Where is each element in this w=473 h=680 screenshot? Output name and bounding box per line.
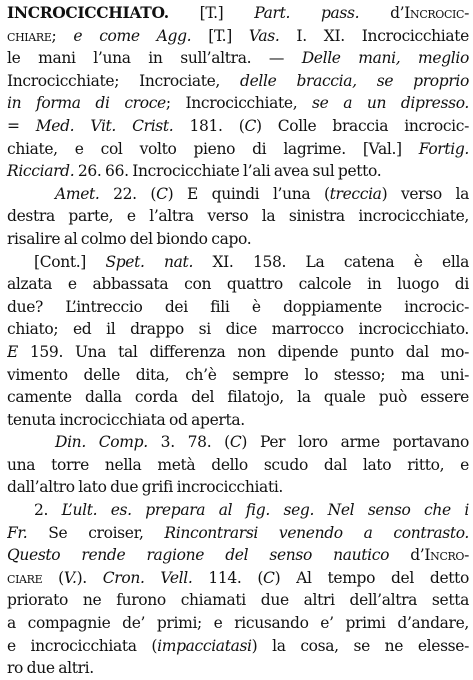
text-segment: le mani l’una in sull’altra. — bbox=[7, 49, 302, 68]
text-segment: 2. bbox=[34, 501, 62, 520]
text-line bbox=[7, 183, 469, 206]
text-segment: alzata e abbassata con quattro calcole in luogo di bbox=[7, 275, 469, 294]
text-segment: 26. 66. Incrocicchiate l’ali avea sul petto. bbox=[74, 162, 382, 181]
text-segment: ). bbox=[76, 568, 103, 587]
headword: INCROCICCHIATO. bbox=[7, 3, 169, 22]
text-segment: due? L’intreccio dei fili è doppiamente incrocic- bbox=[7, 297, 469, 316]
text-segment: ) Per loro arme portavano bbox=[241, 433, 469, 452]
smallcaps-text: ciare bbox=[7, 568, 43, 587]
text-line bbox=[7, 92, 469, 115]
text-segment: chiato; ed il drappo si dice marrocco incrocicchiato. bbox=[7, 320, 469, 339]
text-line bbox=[7, 251, 469, 274]
italic-text: Amet. bbox=[55, 184, 100, 203]
text-line bbox=[7, 544, 469, 567]
text-line bbox=[7, 522, 469, 545]
text-segment: 114. ( bbox=[192, 568, 264, 587]
italic-text: E bbox=[7, 342, 18, 361]
text-line bbox=[7, 476, 469, 499]
text-line bbox=[7, 341, 469, 364]
italic-text: C bbox=[263, 568, 275, 587]
text-line bbox=[7, 431, 469, 454]
text-line bbox=[7, 409, 469, 432]
text-line bbox=[7, 612, 469, 635]
text-segment: vimento delle dita, ch’è sempre lo stesso; ma uni- bbox=[7, 365, 469, 384]
text-line bbox=[7, 567, 469, 590]
text-line bbox=[7, 589, 469, 612]
italic-text: Spet. nat. bbox=[105, 252, 194, 271]
text-segment: una torre nella metà dello scudo dal lato ritto, e bbox=[7, 455, 469, 474]
text-segment: Incrocicchiate; Incrociate, bbox=[7, 71, 240, 90]
text-segment: d’ bbox=[389, 546, 425, 565]
text-segment: ro due altri. bbox=[7, 659, 94, 678]
text-segment: 181. ( bbox=[173, 116, 245, 135]
text-segment: chiate, e col volto pieno di lagrime. [Val.] bbox=[7, 139, 419, 158]
text-segment: 3. 78. ( bbox=[147, 433, 230, 452]
text-segment: dall’altro lato due grifi incrocicchiati. bbox=[7, 478, 284, 497]
text-line bbox=[7, 454, 469, 477]
italic-text: V. bbox=[63, 568, 77, 587]
text-segment: ) verso la bbox=[381, 184, 469, 203]
text-segment: ; Incrocicchiate, bbox=[165, 94, 313, 113]
text-segment: 159. Una tal differenza non dipende punto dal mo- bbox=[17, 342, 469, 361]
smallcaps-text: Incro- bbox=[424, 546, 469, 565]
text-line bbox=[7, 296, 469, 319]
text-segment: ) la cosa, se ne elesse- bbox=[251, 636, 469, 655]
text-segment: ) E quindi l’una ( bbox=[167, 184, 330, 203]
text-line bbox=[7, 138, 469, 161]
text-line bbox=[7, 228, 469, 251]
text-segment: destra parte, e l’altra verso la sinistra incrocicchiate, bbox=[7, 207, 469, 226]
text-segment: = bbox=[7, 116, 36, 135]
text-line bbox=[7, 47, 469, 70]
text-segment: XI. 158. La catena è ella bbox=[193, 252, 469, 271]
text-segment: camente dalla corda del filatojo, la quale può essere bbox=[7, 388, 469, 407]
text-segment: priorato ne furono chiamati due altri dell’altra setta bbox=[7, 591, 469, 610]
smallcaps-text: Incrocic- bbox=[404, 4, 469, 22]
text-segment: a compagnie de’ primi; e ricusando e’ primi d’andare, bbox=[7, 614, 469, 633]
italic-text: Delle mani, meglio bbox=[301, 49, 469, 68]
italic-text: Cron. Vell. bbox=[102, 568, 193, 587]
text-segment: d’ bbox=[359, 4, 405, 22]
italic-text: Questo rende ragione del senso nautico bbox=[7, 546, 390, 565]
text-segment: Se croiser, bbox=[27, 523, 165, 542]
text-line bbox=[7, 499, 469, 522]
text-segment: e incrocicchiata ( bbox=[7, 636, 158, 655]
italic-text: Fr. bbox=[7, 523, 28, 542]
italic-text: Med. Vit. Crist. bbox=[35, 116, 174, 135]
text-segment: ( bbox=[42, 568, 64, 587]
text-segment: ) Al tempo del detto bbox=[274, 568, 469, 587]
italic-text: se a un dipresso. bbox=[312, 94, 469, 113]
text-segment: tenuta incrocicchiata od aperta. bbox=[7, 410, 245, 429]
italic-text: in forma di croce bbox=[7, 94, 166, 113]
text-segment: ) Colle braccia incrocic- bbox=[255, 116, 469, 135]
text-line bbox=[7, 70, 469, 93]
text-line bbox=[7, 25, 469, 48]
text-segment: [Cont.] bbox=[34, 252, 106, 271]
italic-text: Rincontrarsi venendo a contrasto. bbox=[164, 523, 469, 542]
italic-text: C bbox=[244, 116, 256, 135]
text-segment: [T.] bbox=[191, 26, 249, 45]
text-segment: [T.] bbox=[168, 4, 255, 22]
text-segment: ; bbox=[51, 26, 74, 45]
smallcaps-text: chiare bbox=[7, 26, 52, 45]
italic-text: Vas. bbox=[248, 26, 280, 45]
italic-text: impacciatasi bbox=[157, 636, 252, 655]
text-line bbox=[7, 657, 469, 680]
text-segment: I. XI. Incrocicchiate bbox=[279, 26, 469, 45]
italic-text: treccia bbox=[329, 184, 382, 203]
italic-text: C bbox=[156, 184, 168, 203]
text-line bbox=[7, 115, 469, 138]
text-line bbox=[7, 364, 469, 387]
dictionary-entry bbox=[7, 2, 469, 680]
text-line bbox=[7, 205, 469, 228]
italic-text: C bbox=[229, 433, 242, 452]
text-segment: 22. ( bbox=[99, 184, 157, 203]
text-line bbox=[7, 273, 469, 296]
text-line bbox=[7, 2, 469, 25]
text-line bbox=[7, 318, 469, 341]
italic-text: Ricciard. bbox=[7, 162, 75, 181]
text-line bbox=[7, 635, 469, 658]
italic-text: e come Agg. bbox=[73, 26, 192, 45]
italic-text: delle braccia, se proprio bbox=[240, 71, 469, 90]
italic-text: L’ult. es. prepara al fig. seg. Nel senso che i bbox=[61, 501, 469, 520]
italic-text: Fortig. bbox=[418, 139, 469, 158]
text-line bbox=[7, 160, 469, 183]
italic-text: Part. pass. bbox=[254, 4, 360, 22]
text-line bbox=[7, 386, 469, 409]
italic-text: Din. Comp. bbox=[55, 433, 148, 452]
text-segment: risalire al colmo del biondo capo. bbox=[7, 229, 252, 248]
